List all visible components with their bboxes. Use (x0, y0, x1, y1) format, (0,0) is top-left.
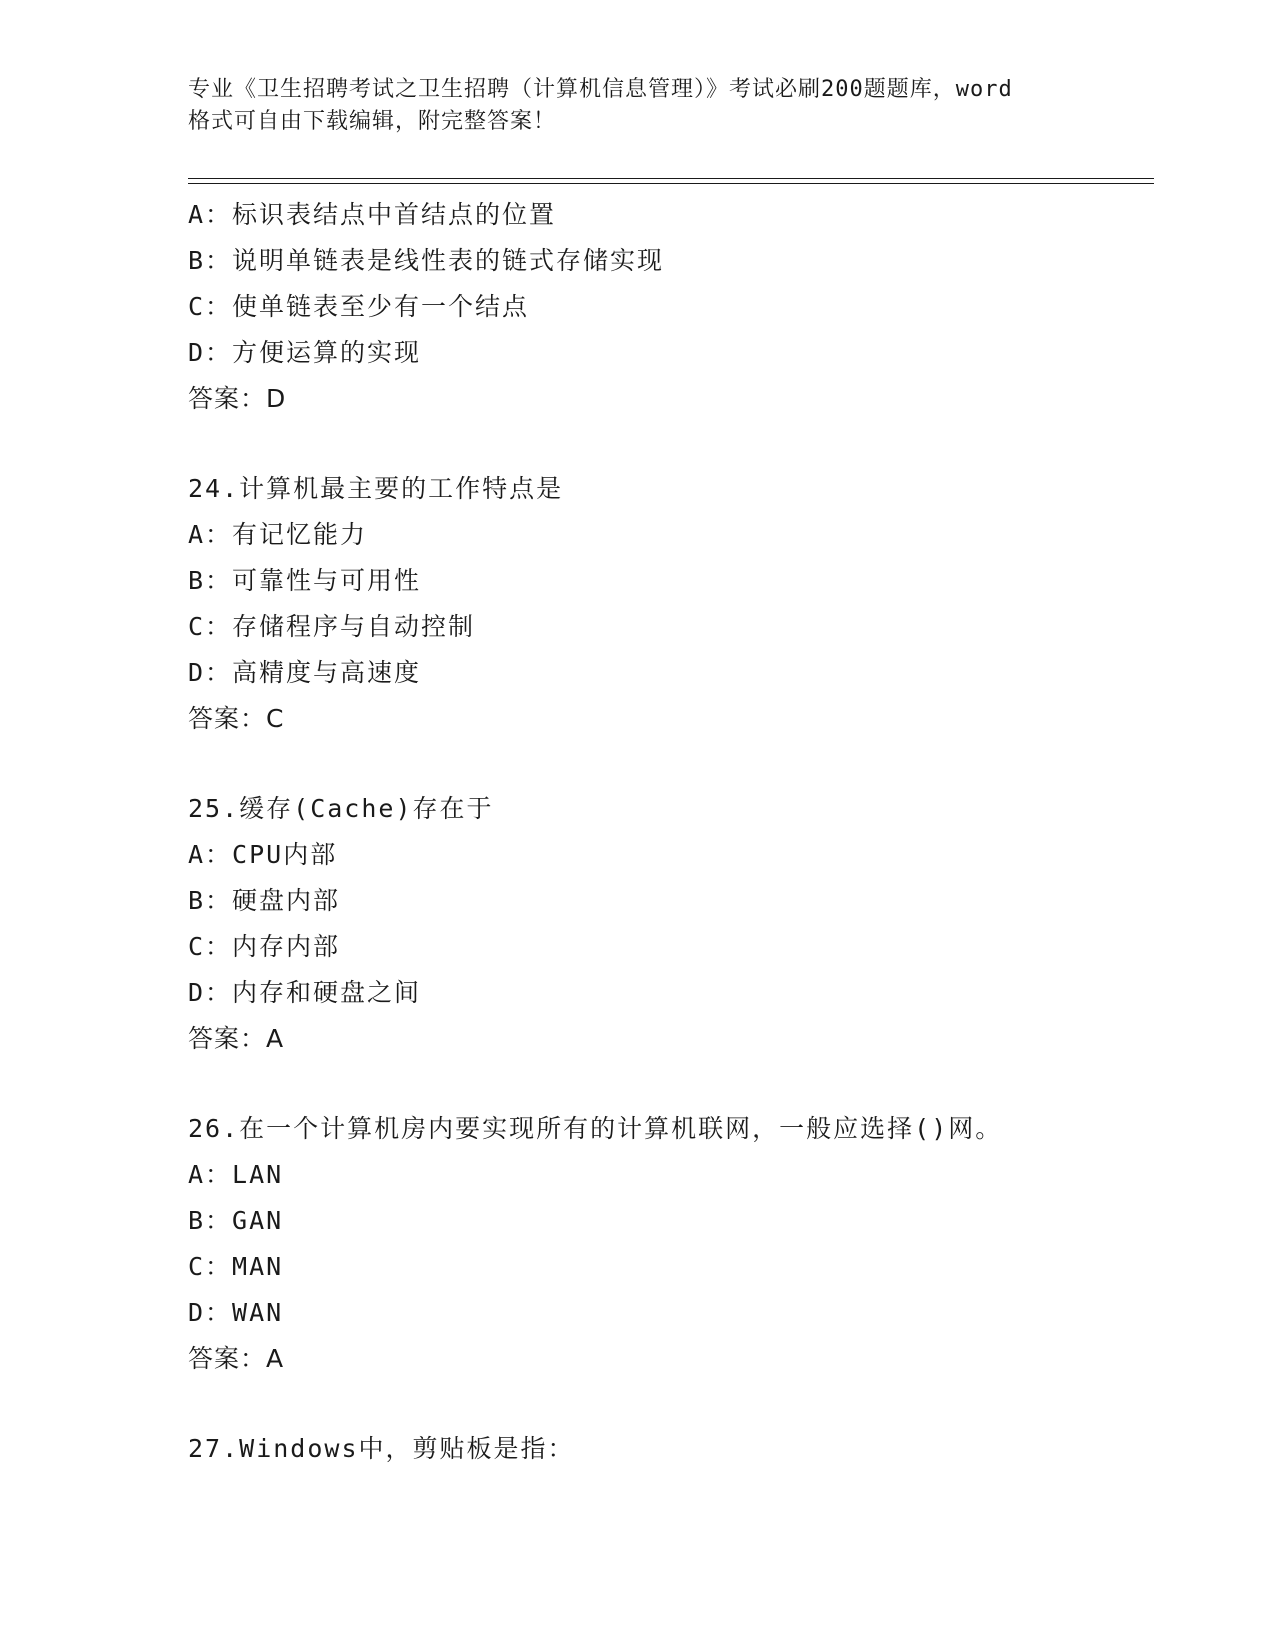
question-block-26 (188, 1106, 1154, 1382)
answer-text: 答案：C (188, 704, 285, 733)
option-d: D：内存和硬盘之间 (188, 978, 422, 1007)
header-title-line-1: 专业《卫生招聘考试之卫生招聘（计算机信息管理）》考试必刷200题题库，word (188, 77, 1013, 102)
question-text: 24.计算机最主要的工作特点是 (188, 474, 564, 503)
option-b: B：硬盘内部 (188, 886, 341, 915)
option-a: A：有记忆能力 (188, 520, 368, 549)
spacer (188, 422, 1154, 466)
header-divider-bottom (188, 183, 1154, 184)
spacer (188, 1062, 1154, 1106)
document-header (188, 74, 1088, 138)
option-a: A：标识表结点中首结点的位置 (188, 200, 557, 229)
option-c: C：存储程序与自动控制 (188, 612, 476, 641)
question-text: 25.缓存(Cache)存在于 (188, 794, 494, 823)
option-d: D：高精度与高速度 (188, 658, 422, 687)
question-block-23 (188, 192, 1154, 422)
option-d: D：方便运算的实现 (188, 338, 422, 367)
question-list (188, 192, 1154, 1472)
question-text: 27.Windows中，剪贴板是指： (188, 1434, 575, 1463)
question-text: 26.在一个计算机房内要实现所有的计算机联网，一般应选择()网。 (188, 1114, 1003, 1143)
option-a: A：LAN (188, 1160, 284, 1189)
question-block-25 (188, 786, 1154, 1062)
option-c: C：MAN (188, 1252, 284, 1281)
option-c: C：内存内部 (188, 932, 341, 961)
question-block-24 (188, 466, 1154, 742)
header-divider-top (188, 178, 1154, 179)
question-block-27 (188, 1426, 1154, 1472)
option-b: B：说明单链表是线性表的链式存储实现 (188, 246, 665, 275)
option-a: A：CPU内部 (188, 840, 338, 869)
answer-text: 答案：A (188, 1024, 285, 1053)
spacer (188, 1382, 1154, 1426)
option-c: C：使单链表至少有一个结点 (188, 292, 530, 321)
option-b: B：GAN (188, 1206, 284, 1235)
option-b: B：可靠性与可用性 (188, 566, 422, 595)
answer-text: 答案：D (188, 384, 287, 413)
spacer (188, 742, 1154, 786)
option-d: D：WAN (188, 1298, 284, 1327)
header-title-line-2: 格式可自由下载编辑，附完整答案！ (188, 109, 557, 134)
answer-text: 答案：A (188, 1344, 285, 1373)
